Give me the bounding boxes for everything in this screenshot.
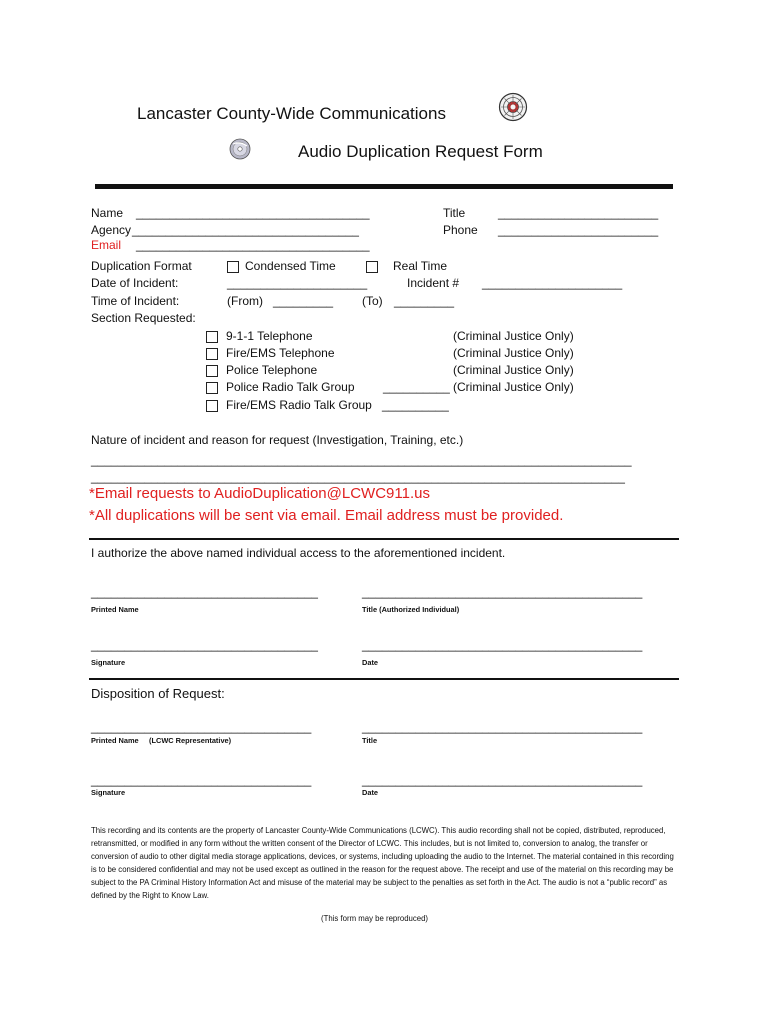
section-police-telephone-label: Police Telephone	[226, 363, 318, 377]
form-title: Audio Duplication Request Form	[298, 142, 543, 161]
email-field[interactable]: ___________________________________	[136, 238, 370, 252]
section-police-radio-checkbox[interactable]	[206, 382, 218, 394]
date-of-incident-label: Date of Incident:	[91, 276, 179, 290]
condensed-time-checkbox[interactable]	[227, 261, 239, 273]
section-police-radio-note: (Criminal Justice Only)	[453, 380, 574, 394]
agency-field[interactable]: __________________________________	[132, 223, 359, 237]
from-label: (From)	[227, 294, 263, 308]
lcwc-signature-field[interactable]: _________________________________	[91, 773, 312, 787]
name-field[interactable]: ___________________________________	[136, 206, 370, 220]
title-field[interactable]: ________________________	[498, 206, 659, 220]
section-police-radio-field[interactable]: __________	[383, 380, 450, 394]
lcwc-signature-caption: Signature	[91, 788, 126, 797]
agency-label: Agency	[91, 223, 132, 237]
org-name: Lancaster County-Wide Communications	[137, 104, 446, 123]
phone-field[interactable]: ________________________	[498, 223, 659, 237]
date-caption: Date	[362, 658, 379, 667]
date-field[interactable]: __________________________________________	[362, 638, 643, 652]
legal-notice: This recording and its contents are the property of Lancaster County-Wide Communications (LCWC). This audio recording shall not be copied, distributed, reproduced, retransmitted, or modified in any form without the written consent of the Director of LCWC. This includes, but is not limited to, conversion to analog, the transfer or conversion of audio to other digital media storage applications, devices, or systems, including uploading the audio to the Internet. The material contained in this recording is to be considered confidential and may not be used except as outlined in the reason for the request above. The receipt and use of the material on this recording may be subject to the PA Criminal History Information Act and misuse of the material may be subject to the penalties as set forth in the Act. The audio is not a “public record” as defined by the Right to Know Law.	[91, 826, 674, 900]
nature-label: Nature of incident and reason for request (Investigation, Training, etc.)	[91, 433, 464, 447]
title-label: Title	[443, 206, 466, 220]
section-fire-ems-telephone-note: (Criminal Justice Only)	[453, 346, 574, 360]
date-of-incident-field[interactable]: _____________________	[227, 276, 368, 290]
title-authorized-field[interactable]: __________________________________________	[362, 585, 643, 599]
disposition-rule	[89, 678, 679, 680]
section-fire-ems-telephone-checkbox[interactable]	[206, 348, 218, 360]
section-fire-ems-radio-checkbox[interactable]	[206, 400, 218, 412]
signature-caption: Signature	[91, 658, 126, 667]
nature-line-2[interactable]: ________________________________________________________________________________	[91, 470, 625, 484]
header-rule	[95, 184, 673, 189]
lcwc-printed-name-caption: Printed Name	[91, 736, 139, 745]
name-label: Name	[91, 206, 124, 220]
printed-name-caption: Printed Name	[91, 605, 139, 614]
section-requested-label: Section Requested:	[91, 311, 196, 325]
incident-number-label: Incident #	[407, 276, 460, 290]
to-label: (To)	[362, 294, 383, 308]
incident-number-field[interactable]: _____________________	[482, 276, 623, 290]
disc-icon	[229, 138, 251, 160]
condensed-time-label: Condensed Time	[245, 259, 336, 273]
signature-field[interactable]: __________________________________	[91, 638, 318, 652]
email-requests-notice: *Email requests to AudioDuplication@LCWC911.us	[89, 485, 430, 502]
lcwc-title-caption: Title	[362, 736, 378, 745]
authorization-statement: I authorize the above named individual access to the aforementioned incident.	[91, 546, 506, 560]
from-field[interactable]: _________	[273, 294, 334, 308]
section-police-telephone-note: (Criminal Justice Only)	[453, 363, 574, 377]
email-label: Email	[91, 238, 122, 252]
email-required-notice: *All duplications will be sent via email. Email address must be provided.	[89, 507, 564, 524]
authorization-rule	[89, 538, 679, 540]
printed-name-field[interactable]: __________________________________	[91, 585, 318, 599]
section-911-note: (Criminal Justice Only)	[453, 329, 574, 343]
section-fire-ems-radio-label: Fire/EMS Radio Talk Group	[226, 398, 372, 412]
section-911-label: 9-1-1 Telephone	[226, 329, 313, 343]
section-fire-ems-radio-field[interactable]: __________	[382, 398, 449, 412]
real-time-checkbox[interactable]	[366, 261, 378, 273]
section-911-checkbox[interactable]	[206, 331, 218, 343]
phone-label: Phone	[443, 223, 478, 237]
disposition-heading: Disposition of Request:	[91, 686, 225, 701]
section-fire-ems-telephone-label: Fire/EMS Telephone	[226, 346, 335, 360]
lcwc-title-field[interactable]: __________________________________________	[362, 720, 643, 734]
lcwc-representative-caption: (LCWC Representative)	[149, 736, 232, 745]
real-time-label: Real Time	[393, 259, 448, 273]
nature-line-1[interactable]: _________________________________________________________________________________	[91, 453, 632, 467]
lcwc-date-caption: Date	[362, 788, 379, 797]
time-of-incident-label: Time of Incident:	[91, 294, 180, 308]
reproduce-note: (This form may be reproduced)	[321, 914, 429, 923]
lcwc-printed-name-field[interactable]: _________________________________	[91, 720, 312, 734]
section-police-telephone-checkbox[interactable]	[206, 365, 218, 377]
duplication-format-label: Duplication Format	[91, 259, 192, 273]
county-seal-icon	[498, 92, 528, 122]
title-authorized-caption: Title (Authorized Individual)	[362, 605, 460, 614]
lcwc-date-field[interactable]: __________________________________________	[362, 773, 643, 787]
to-field[interactable]: _________	[394, 294, 455, 308]
section-police-radio-label: Police Radio Talk Group	[226, 380, 355, 394]
